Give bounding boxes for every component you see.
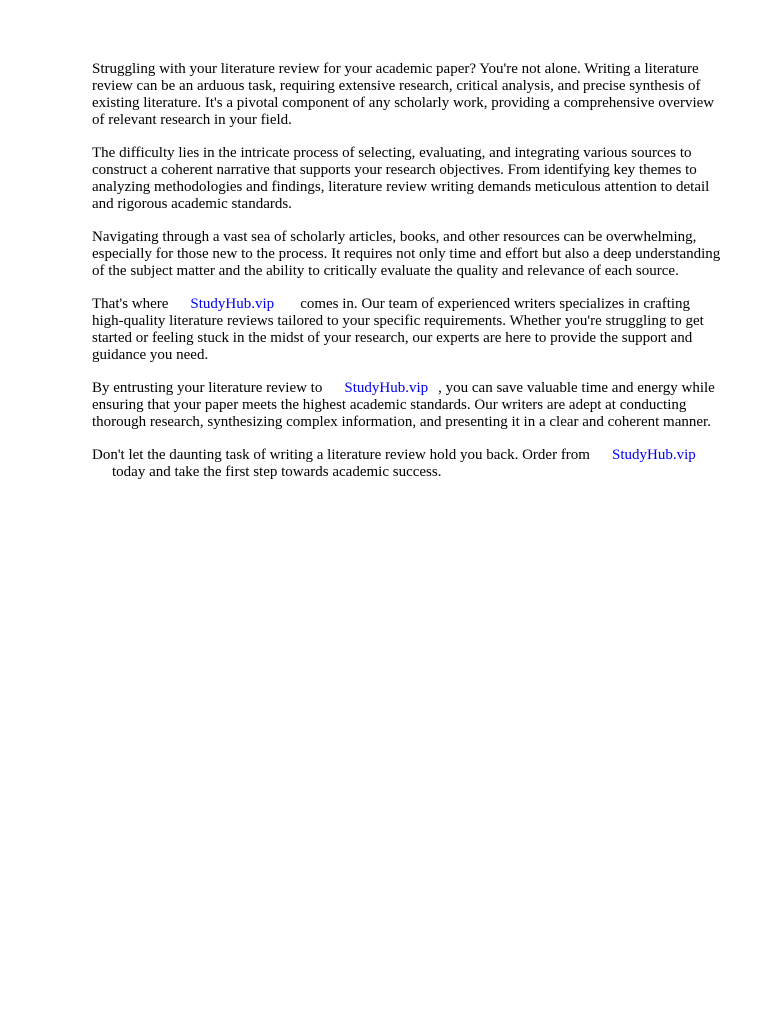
text-segment: , you can save valuable time and energy while ensuring that your paper meets the highest academic standards. Our writers are adept at conducting thorough research, synthesizing complex information, and presenting it in a clear and coherent manner. bbox=[92, 380, 715, 430]
paragraph-order bbox=[92, 447, 722, 481]
text-segment: comes in. Our team of experienced writers specializes in crafting high-quality literature reviews tailored to your specific requirements. Whether you're struggling to get started or feeling stuck in the midst of your research, our experts are here to provide the support and guidance you need. bbox=[92, 296, 704, 363]
paragraph-intro: Struggling with your literature review for your academic paper? You're not alone. Writing a literature review can be an arduous task, requiring extensive research, critical analysis, and precise synthesis of existing literature. It's a pivotal component of any scholarly work, providing a comprehensive overview of relevant research in your field. bbox=[92, 61, 715, 128]
paragraph-difficulty: The difficulty lies in the intricate process of selecting, evaluating, and integrating various sources to construct a coherent narrative that supports your research objectives. From identifying key themes to analyzing methodologies and findings, literature review writing demands meticulous attention to detail and rigorous academic standards. bbox=[92, 145, 710, 212]
document-body bbox=[92, 61, 722, 497]
studyhub-link[interactable]: StudyHub.vip bbox=[611, 447, 696, 463]
text-segment: That's where bbox=[92, 296, 169, 312]
studyhub-link[interactable]: StudyHub.vip bbox=[344, 380, 429, 396]
text-segment: By entrusting your literature review to bbox=[92, 380, 323, 396]
paragraph-thats-where bbox=[92, 296, 722, 364]
paragraph-navigating: Navigating through a vast sea of scholarly articles, books, and other resources can be overwhelming, especially for those new to the process. It requires not only time and effort but also a deep understanding of the subject matter and the ability to critically evaluate the quality and relevance of each source. bbox=[92, 229, 721, 279]
studyhub-link[interactable]: StudyHub.vip bbox=[190, 296, 275, 312]
text-segment: today and take the first step towards academic success. bbox=[112, 464, 442, 480]
text-segment: Don't let the daunting task of writing a literature review hold you back. Order from bbox=[92, 447, 590, 463]
paragraph-entrusting bbox=[92, 380, 722, 431]
